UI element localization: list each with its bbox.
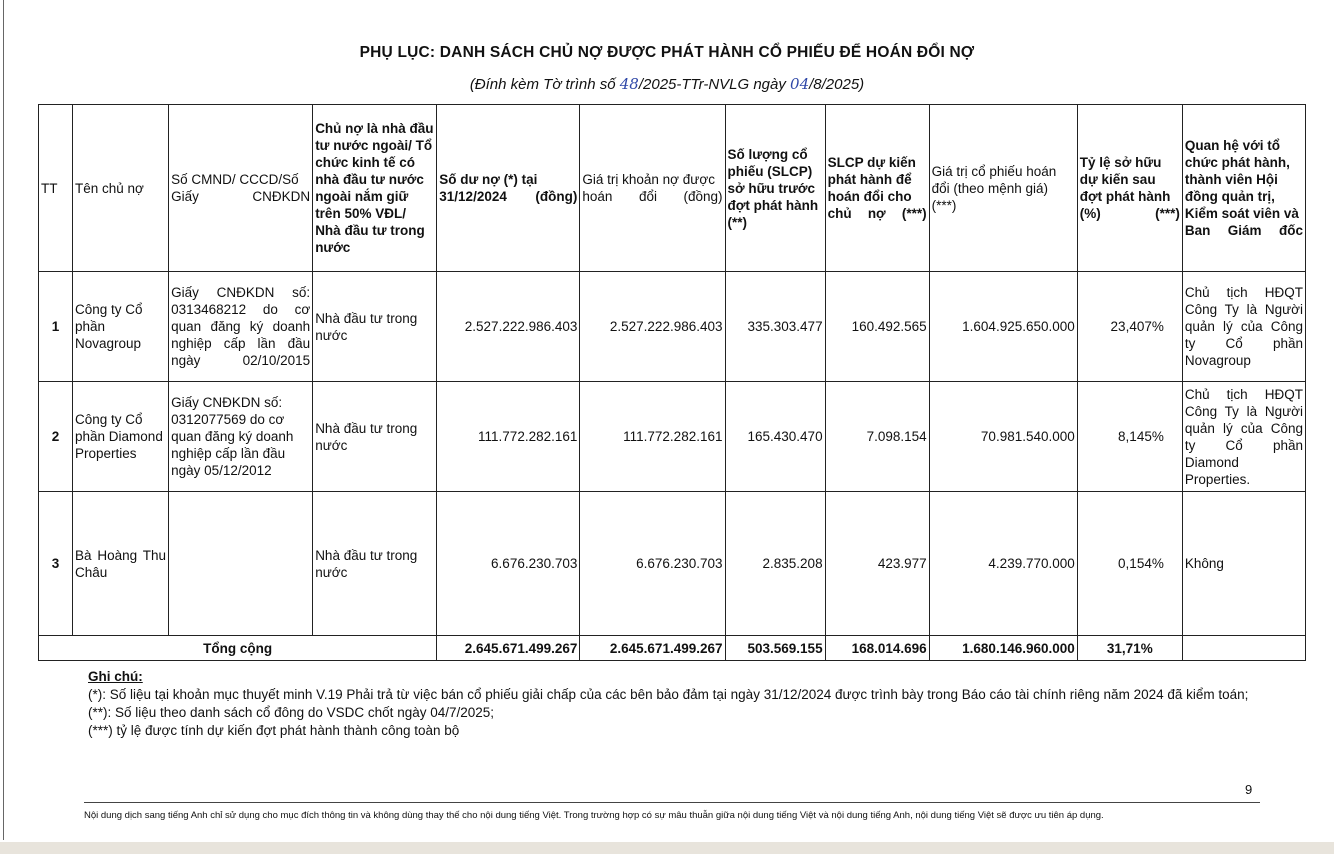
header-type: Chủ nợ là nhà đầu tư nước ngoài/ Tổ chức kinh tế có nhà đầu tư nước ngoài nắm giữ trên 50% VĐL/ Nhà đầu tư trong nước <box>313 105 437 272</box>
cell-relation: Không <box>1182 492 1305 636</box>
total-row <box>39 636 1306 661</box>
cell-ratio: 23,407% <box>1077 272 1182 382</box>
subtitle-prefix: (Đính kèm Tờ trình số <box>469 76 620 93</box>
cell-ratio: 0,154% <box>1077 492 1182 636</box>
cell-relation: Chủ tịch HĐQT Công Ty là Người quản lý của Công ty Cổ phần Novagroup <box>1182 272 1305 382</box>
cell-shares-issue: 7.098.154 <box>825 382 929 492</box>
cell-name: Công ty Cổ phần Diamond Properties <box>73 382 169 492</box>
note-item: (***) tỷ lệ được tính dự kiến đợt phát hành thành công toàn bộ <box>88 723 460 738</box>
scan-bottom-edge <box>0 842 1334 854</box>
cell-type: Nhà đầu tư trong nước <box>313 272 437 382</box>
footer-divider <box>84 802 1260 803</box>
cell-converted: 111.772.282.161 <box>580 382 725 492</box>
total-shares-issue: 168.014.696 <box>825 636 929 661</box>
header-debt: Số dư nợ (*) tại 31/12/2024 (đồng) <box>437 105 580 272</box>
cell-debt: 2.527.222.986.403 <box>437 272 580 382</box>
footer-disclaimer: Nội dung dịch sang tiếng Anh chỉ sử dụng cho mục đích thông tin và không dùng thay thế cho nội dung tiếng Việt. Trong trường hợp có sự mâu thuẫn giữa nội dung tiếng Việt và nội dung tiếng Anh, nội dung tiếng Việt sẽ được ưu tiên áp dụng. <box>84 810 1104 821</box>
cell-name: Công ty Cổ phần Novagroup <box>73 272 169 382</box>
header-converted: Giá trị khoản nợ được hoán đổi (đồng) <box>580 105 725 272</box>
cell-name: Bà Hoàng Thu Châu <box>73 492 169 636</box>
handwritten-day: 04 <box>790 75 810 93</box>
cell-relation: Chủ tịch HĐQT Công Ty là Người quản lý của Công ty Cổ phần Diamond Properties. <box>1182 382 1305 492</box>
cell-tt: 2 <box>39 382 73 492</box>
cell-converted: 2.527.222.986.403 <box>580 272 725 382</box>
cell-shares-before: 335.303.477 <box>725 272 825 382</box>
total-label: Tổng cộng <box>39 636 437 661</box>
cell-value: 4.239.770.000 <box>929 492 1077 636</box>
total-debt: 2.645.671.499.267 <box>437 636 580 661</box>
handwritten-number: 48 <box>619 75 639 93</box>
cell-type: Nhà đầu tư trong nước <box>313 492 437 636</box>
total-ratio: 31,71% <box>1077 636 1182 661</box>
note-item: (**): Số liệu theo danh sách cổ đông do VSDC chốt ngày 04/7/2025; <box>88 705 495 720</box>
notes-heading: Ghi chú: <box>88 669 143 684</box>
subtitle-middle: /2025-TTr-NVLG ngày <box>638 76 791 93</box>
cell-tt: 3 <box>39 492 73 636</box>
subtitle-suffix: /8/2025) <box>809 76 865 93</box>
header-row <box>39 105 1306 272</box>
header-shares-issue: SLCP dự kiến phát hành để hoán đổi cho chủ nợ (***) <box>825 105 929 272</box>
cell-type: Nhà đầu tư trong nước <box>313 382 437 492</box>
cell-tt: 1 <box>39 272 73 382</box>
cell-value: 70.981.540.000 <box>929 382 1077 492</box>
total-relation <box>1182 636 1305 661</box>
page-number: 9 <box>1245 782 1253 797</box>
cell-shares-issue: 423.977 <box>825 492 929 636</box>
page-title: PHỤ LỤC: DANH SÁCH CHỦ NỢ ĐƯỢC PHÁT HÀNH CỔ PHIẾU ĐỂ HOÁN ĐỔI NỢ <box>359 44 975 61</box>
cell-value: 1.604.925.650.000 <box>929 272 1077 382</box>
header-name: Tên chủ nợ <box>73 105 169 272</box>
cell-shares-issue: 160.492.565 <box>825 272 929 382</box>
table-row <box>39 492 1306 636</box>
cell-shares-before: 165.430.470 <box>725 382 825 492</box>
total-converted: 2.645.671.499.267 <box>580 636 725 661</box>
header-tt: TT <box>39 105 73 272</box>
cell-id <box>169 492 313 636</box>
header-ratio: Tỷ lệ sở hữu dự kiến sau đợt phát hành (%) (***) <box>1077 105 1182 272</box>
notes-section <box>88 668 1298 740</box>
cell-shares-before: 2.835.208 <box>725 492 825 636</box>
cell-ratio: 8,145% <box>1077 382 1182 492</box>
table-row <box>39 382 1306 492</box>
scan-edge-line <box>3 0 4 840</box>
page-subtitle <box>0 75 1334 93</box>
total-shares-before: 503.569.155 <box>725 636 825 661</box>
header-value: Giá trị cổ phiếu hoán đổi (theo mệnh giá) (***) <box>929 105 1077 272</box>
header-shares-before: Số lượng cổ phiếu (SLCP) sở hữu trước đợt phát hành (**) <box>725 105 825 272</box>
header-id: Số CMND/ CCCD/Số Giấy CNĐKDN <box>169 105 313 272</box>
cell-converted: 6.676.230.703 <box>580 492 725 636</box>
table-row <box>39 272 1306 382</box>
header-relation: Quan hệ với tổ chức phát hành, thành viên Hội đồng quản trị, Kiểm soát viên và Ban Giám đốc <box>1182 105 1305 272</box>
creditor-table <box>38 104 1306 661</box>
cell-debt: 111.772.282.161 <box>437 382 580 492</box>
cell-debt: 6.676.230.703 <box>437 492 580 636</box>
cell-id: Giấy CNĐKDN số: 0313468212 do cơ quan đăng ký doanh nghiệp cấp lần đầu ngày 02/10/2015 <box>169 272 313 382</box>
total-value: 1.680.146.960.000 <box>929 636 1077 661</box>
cell-id: Giấy CNĐKDN số: 0312077569 do cơ quan đăng ký doanh nghiệp cấp lần đầu ngày 05/12/2012 <box>169 382 313 492</box>
note-item: (*): Số liệu tại khoản mục thuyết minh V.19 Phải trả từ việc bán cổ phiếu giải chấp của các bên bảo đảm tại ngày 31/12/2024 được trình bày trong Báo cáo tài chính riêng năm 2024 đã kiểm toán; <box>88 687 1249 702</box>
